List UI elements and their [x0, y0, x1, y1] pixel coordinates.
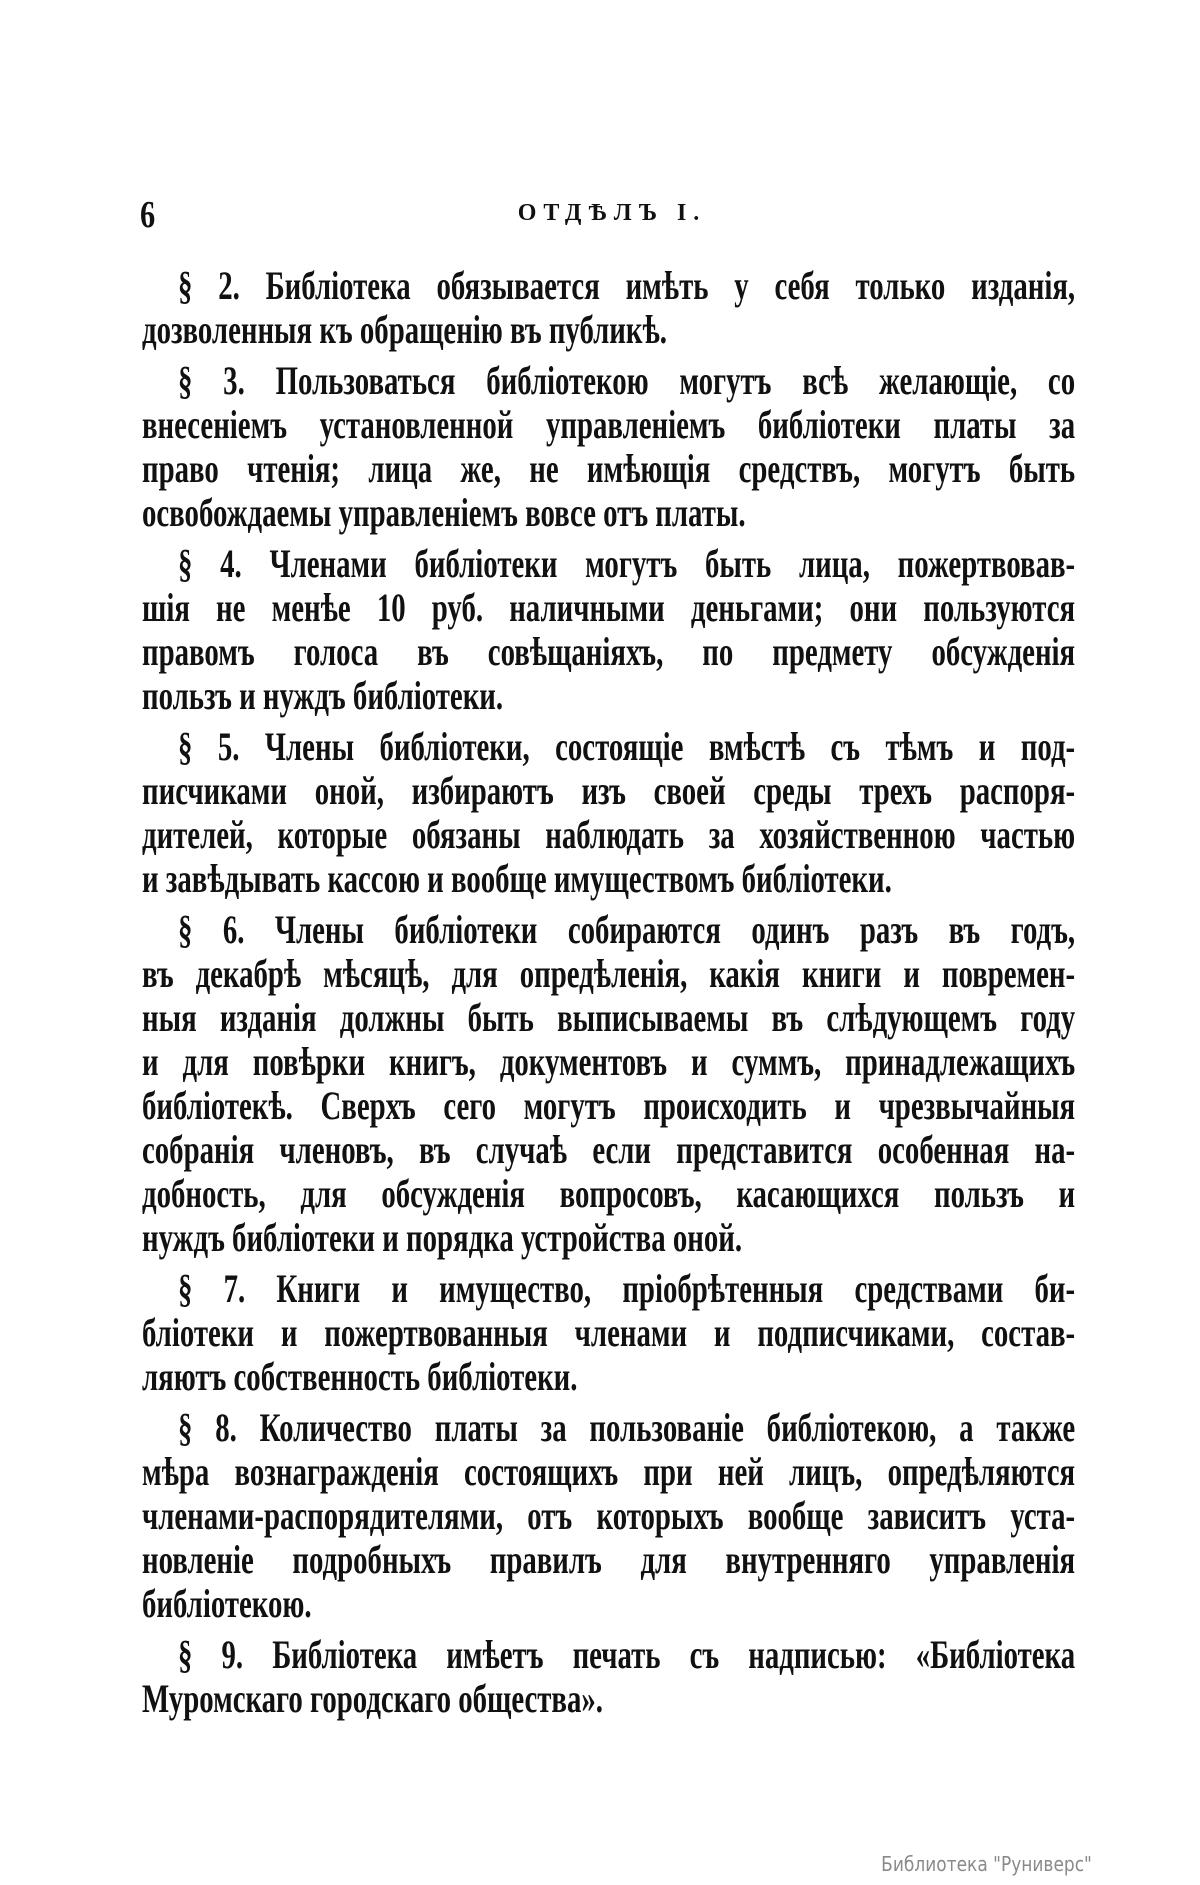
text-line: § 7. Книги и имущество, пріобрѣтенныя средствами би-	[178, 1266, 1076, 1311]
text-line: шія не менѣе 10 руб. наличными деньгами; они пользуются	[142, 585, 1076, 630]
text-line: въ декабрѣ мѣсяцѣ, для опредѣленія, какія книги и повремен-	[142, 951, 1076, 996]
watermark: Библиотека "Руниверс"	[881, 1852, 1092, 1876]
body-text	[142, 262, 1075, 1726]
text-line: внесеніемъ установленной управленіемъ библіотеки платы за	[142, 402, 1076, 447]
text-line: нуждъ библіотеки и порядка устройства оной.	[142, 1215, 743, 1260]
text-line: Муромскаго городскаго общества».	[142, 1676, 603, 1721]
text-line: и для повѣрки книгъ, документовъ и суммъ, принадлежащихъ	[142, 1039, 1076, 1084]
text-line: § 5. Члены библіотеки, состоящіе вмѣстѣ съ тѣмъ и под-	[178, 724, 1076, 769]
paragraph	[142, 262, 1075, 350]
running-head: ОТДѢЛЪ I.	[517, 200, 707, 226]
text-line: членами-распорядителями, отъ которыхъ вообще зависитъ уста-	[142, 1493, 1076, 1538]
text-line: мѣра вознагражденія состоящихъ при ней лицъ, опредѣляются	[142, 1449, 1076, 1494]
text-line: и завѣдывать кассою и вообще имуществомъ библіотеки.	[142, 856, 892, 901]
text-line: право чтенія; лица же, не имѣющія средствъ, могутъ быть	[142, 446, 1076, 491]
text-line: новленіе подробныхъ правилъ для внутренняго управленія	[142, 1537, 1076, 1582]
text-line: ляютъ собственность библіотеки.	[142, 1354, 578, 1399]
text-line: § 4. Членами библіотеки могутъ быть лица, пожертвовав-	[178, 541, 1076, 586]
text-line: библіотекою.	[142, 1581, 312, 1626]
paragraph	[142, 1404, 1075, 1624]
text-line: бліотеки и пожертвованныя членами и подписчиками, состав-	[142, 1310, 1076, 1355]
text-line: § 3. Пользоваться библіотекою могутъ всѣ желающіе, со	[178, 358, 1076, 403]
text-line: дозволенныя къ обращенію въ публикѣ.	[142, 307, 667, 352]
text-line: собранія членовъ, въ случаѣ если представится особенная на-	[142, 1127, 1076, 1172]
text-line: добность, для обсужденія вопросовъ, касающихся пользъ и	[142, 1171, 1076, 1216]
text-line: § 6. Члены библіотеки собираются одинъ разъ въ годъ,	[178, 907, 1076, 952]
paragraph	[142, 1265, 1075, 1397]
text-line: § 9. Библіотека имѣетъ печать съ надписью: «Библіотека	[178, 1632, 1076, 1677]
text-line: § 8. Количество платы за пользованіе библіотекою, а также	[178, 1405, 1076, 1450]
paragraph	[142, 1631, 1075, 1719]
paragraph	[142, 906, 1075, 1258]
text-line: писчиками оной, избираютъ изъ своей среды трехъ распоря-	[142, 768, 1076, 813]
paragraph	[142, 723, 1075, 899]
paragraph	[142, 357, 1075, 533]
text-line: пользъ и нуждъ библіотеки.	[142, 673, 504, 718]
text-line: ныя изданія должны быть выписываемы въ слѣдующемъ году	[142, 995, 1076, 1040]
paragraph	[142, 540, 1075, 716]
text-line: § 2. Библіотека обязывается имѣть у себя только изданія,	[178, 263, 1076, 308]
text-line: библіотекѣ. Сверхъ сего могутъ происходить и чрезвычайныя	[142, 1083, 1076, 1128]
text-line: освобождаемы управленіемъ вовсе отъ платы.	[142, 490, 746, 535]
text-line: дителей, которые обязаны наблюдать за хозяйственною частью	[142, 812, 1076, 857]
page-number: 6	[140, 194, 156, 236]
text-line: правомъ голоса въ совѣщаніяхъ, по предмету обсужденія	[142, 629, 1076, 674]
